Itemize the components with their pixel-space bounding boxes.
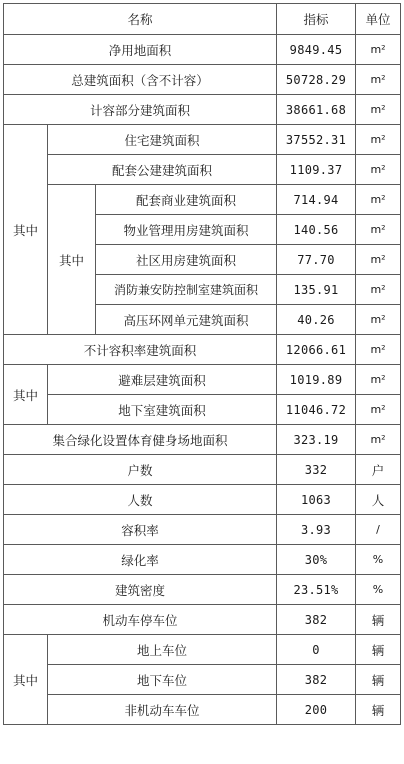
row-unit: % <box>356 545 401 575</box>
row-value: 11046.72 <box>277 395 356 425</box>
row-unit: m² <box>356 365 401 395</box>
row-value: 9849.45 <box>277 35 356 65</box>
table-row <box>4 395 401 425</box>
row-name: 户数 <box>4 455 277 485</box>
table-row <box>4 575 401 605</box>
row-name: 总建筑面积（含不计容） <box>4 65 277 95</box>
row-value: 332 <box>277 455 356 485</box>
row-name: 绿化率 <box>4 545 277 575</box>
row-value: 1063 <box>277 485 356 515</box>
row-value: 30% <box>277 545 356 575</box>
row-value: 50728.29 <box>277 65 356 95</box>
row-value: 12066.61 <box>277 335 356 365</box>
row-unit: / <box>356 515 401 545</box>
row-name: 净用地面积 <box>4 35 277 65</box>
table-row <box>4 155 401 185</box>
row-name: 地下车位 <box>48 665 277 695</box>
table-row <box>4 125 401 155</box>
row-unit: % <box>356 575 401 605</box>
row-unit: m² <box>356 305 401 335</box>
table-row <box>4 35 401 65</box>
row-unit: m² <box>356 65 401 95</box>
row-name: 地下室建筑面积 <box>48 395 277 425</box>
header-indicator: 指标 <box>277 4 356 35</box>
table-row <box>4 605 401 635</box>
row-name: 人数 <box>4 485 277 515</box>
row-unit: m² <box>356 95 401 125</box>
table-row <box>4 515 401 545</box>
table-row <box>4 545 401 575</box>
row-value: 0 <box>277 635 356 665</box>
row-unit: m² <box>356 275 401 305</box>
row-name: 社区用房建筑面积 <box>96 245 277 275</box>
row-value: 3.93 <box>277 515 356 545</box>
table-row <box>4 335 401 365</box>
row-name: 非机动车车位 <box>48 695 277 725</box>
row-name: 高压环网单元建筑面积 <box>96 305 277 335</box>
row-value: 135.91 <box>277 275 356 305</box>
table-row <box>4 635 401 665</box>
row-unit: m² <box>356 35 401 65</box>
table-row <box>4 425 401 455</box>
row-unit: m² <box>356 425 401 455</box>
row-value: 40.26 <box>277 305 356 335</box>
group-label-qizhong: 其中 <box>4 365 48 425</box>
row-unit: m² <box>356 215 401 245</box>
row-unit: m² <box>356 185 401 215</box>
row-value: 323.19 <box>277 425 356 455</box>
row-name: 集合绿化设置体育健身场地面积 <box>4 425 277 455</box>
row-name: 避难层建筑面积 <box>48 365 277 395</box>
subgroup-label-qizhong: 其中 <box>48 185 96 335</box>
row-name: 地上车位 <box>48 635 277 665</box>
table-row <box>4 695 401 725</box>
row-unit: 辆 <box>356 695 401 725</box>
row-name: 不计容积率建筑面积 <box>4 335 277 365</box>
row-value: 23.51% <box>277 575 356 605</box>
group-label-qizhong: 其中 <box>4 125 48 335</box>
row-name: 住宅建筑面积 <box>48 125 277 155</box>
row-unit: m² <box>356 125 401 155</box>
row-value: 38661.68 <box>277 95 356 125</box>
row-value: 77.70 <box>277 245 356 275</box>
row-unit: m² <box>356 245 401 275</box>
row-unit: 户 <box>356 455 401 485</box>
row-name: 容积率 <box>4 515 277 545</box>
row-value: 200 <box>277 695 356 725</box>
table-row <box>4 185 401 215</box>
row-name: 计容部分建筑面积 <box>4 95 277 125</box>
table-row <box>4 665 401 695</box>
row-name: 消防兼安防控制室建筑面积 <box>96 275 277 305</box>
table-row <box>4 485 401 515</box>
header-row <box>4 4 401 35</box>
indicator-table <box>3 3 401 725</box>
row-unit: 辆 <box>356 605 401 635</box>
header-unit: 单位 <box>356 4 401 35</box>
row-unit: 辆 <box>356 665 401 695</box>
header-name: 名称 <box>4 4 277 35</box>
row-name: 配套公建建筑面积 <box>48 155 277 185</box>
row-name: 建筑密度 <box>4 575 277 605</box>
row-value: 382 <box>277 605 356 635</box>
row-value: 140.56 <box>277 215 356 245</box>
row-unit: 辆 <box>356 635 401 665</box>
row-name: 物业管理用房建筑面积 <box>96 215 277 245</box>
row-name: 机动车停车位 <box>4 605 277 635</box>
table-row <box>4 365 401 395</box>
row-unit: 人 <box>356 485 401 515</box>
row-unit: m² <box>356 335 401 365</box>
group-label-qizhong: 其中 <box>4 635 48 725</box>
table-row <box>4 65 401 95</box>
row-value: 1109.37 <box>277 155 356 185</box>
row-value: 382 <box>277 665 356 695</box>
table-row <box>4 95 401 125</box>
row-unit: m² <box>356 155 401 185</box>
row-value: 714.94 <box>277 185 356 215</box>
row-unit: m² <box>356 395 401 425</box>
row-value: 1019.89 <box>277 365 356 395</box>
row-name: 配套商业建筑面积 <box>96 185 277 215</box>
row-value: 37552.31 <box>277 125 356 155</box>
table-row <box>4 455 401 485</box>
